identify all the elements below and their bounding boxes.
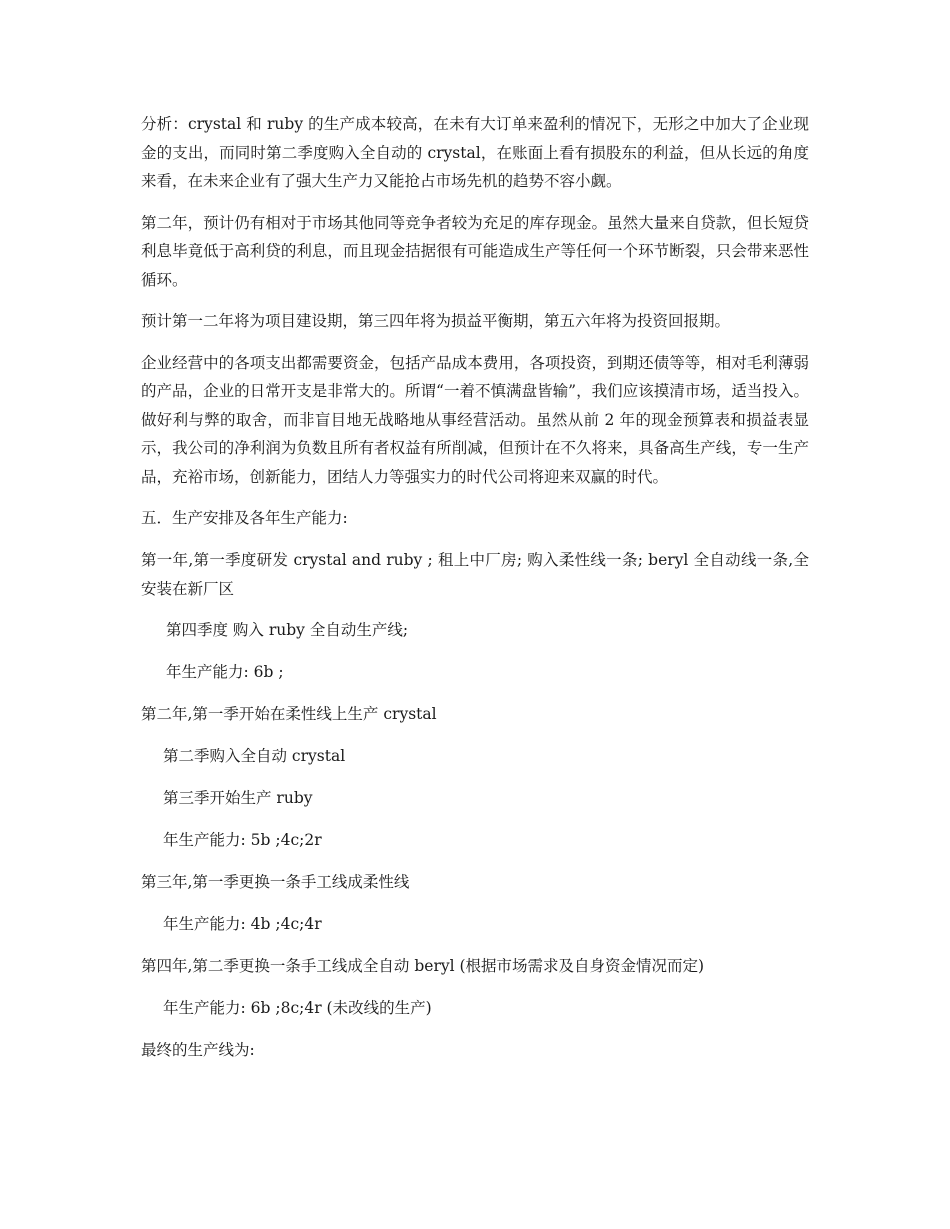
year3-plan: 第三年,第一季更换一条手工线成柔性线 [141,873,410,891]
year4-plan: 第四年,第二季更换一条手工线成全自动 beryl (根据市场需求及自身资金情况而定) [141,957,705,975]
year2-plan: 第二年,第一季开始在柔性线上生产 crystal [141,705,437,723]
year3-capacity: 年生产能力: 4b ;4c;4r [163,915,322,933]
year1-q4-plan: 第四季度 购入 ruby 全自动生产线; [166,621,409,639]
expenses-paragraph: 企业经营中的各项支出都需要资金，包括产品成本费用，各项投资，到期还债等等，相对毛利薄弱的产品，企业的日常开支是非常大的。所谓“一着不慎满盘皆输”，我们应该摸清市场，适当投入。做好利与弊的取舍，而非盲目地无战略地从事经营活动。虽然从前 2 年的现金预算表和损益表显示，我公司的净利润为负数且所有者权益有所削减，但预计在不久将来，具备高生产线，专一生产品，充裕市场，创新能力，团结人力等强实力的时代公司将迎来双赢的时代。 [141,353,809,486]
year2-q2-plan: 第二季购入全自动 crystal [163,747,346,765]
final-line-label: 最终的生产线为: [141,1041,255,1059]
year2-capacity: 年生产能力: 5b ;4c;2r [163,831,322,849]
document-page [141,110,809,1078]
project-phases-paragraph: 预计第一二年将为项目建设期，第三四年将为损益平衡期，第五六年将为投资回报期。 [141,312,731,330]
year2-q3-plan: 第三季开始生产 ruby [163,789,313,807]
analysis-paragraph: 分析：crystal 和 ruby 的生产成本较高，在未有大订单来盈利的情况下，无形之中加大了企业现金的支出，而同时第二季度购入全自动的 crystal，在账面上看有损股东的利益，但从长远的角度来看，在未来企业有了强大生产力又能抢占市场先机的趋势不容小觑。 [141,115,809,190]
year4-capacity: 年生产能力: 6b ;8c;4r (未改线的生产) [163,999,432,1017]
year1-capacity: 年生产能力: 6b ; [166,663,284,681]
year-two-paragraph: 第二年，预计仍有相对于市场其他同等竞争者较为充足的库存现金。虽然大量来自贷款，但长短贷利息毕竟低于高利贷的利息，而且现金拮据很有可能造成生产等任何一个环节断裂，只会带来恶性循环。 [141,213,809,289]
section-heading: 五．生产安排及各年生产能力: [141,509,348,527]
year1-plan: 第一年,第一季度研发 crystal and ruby ; 租上中厂房; 购入柔性线一条; beryl 全自动线一条,全安装在新厂区 [141,551,809,598]
